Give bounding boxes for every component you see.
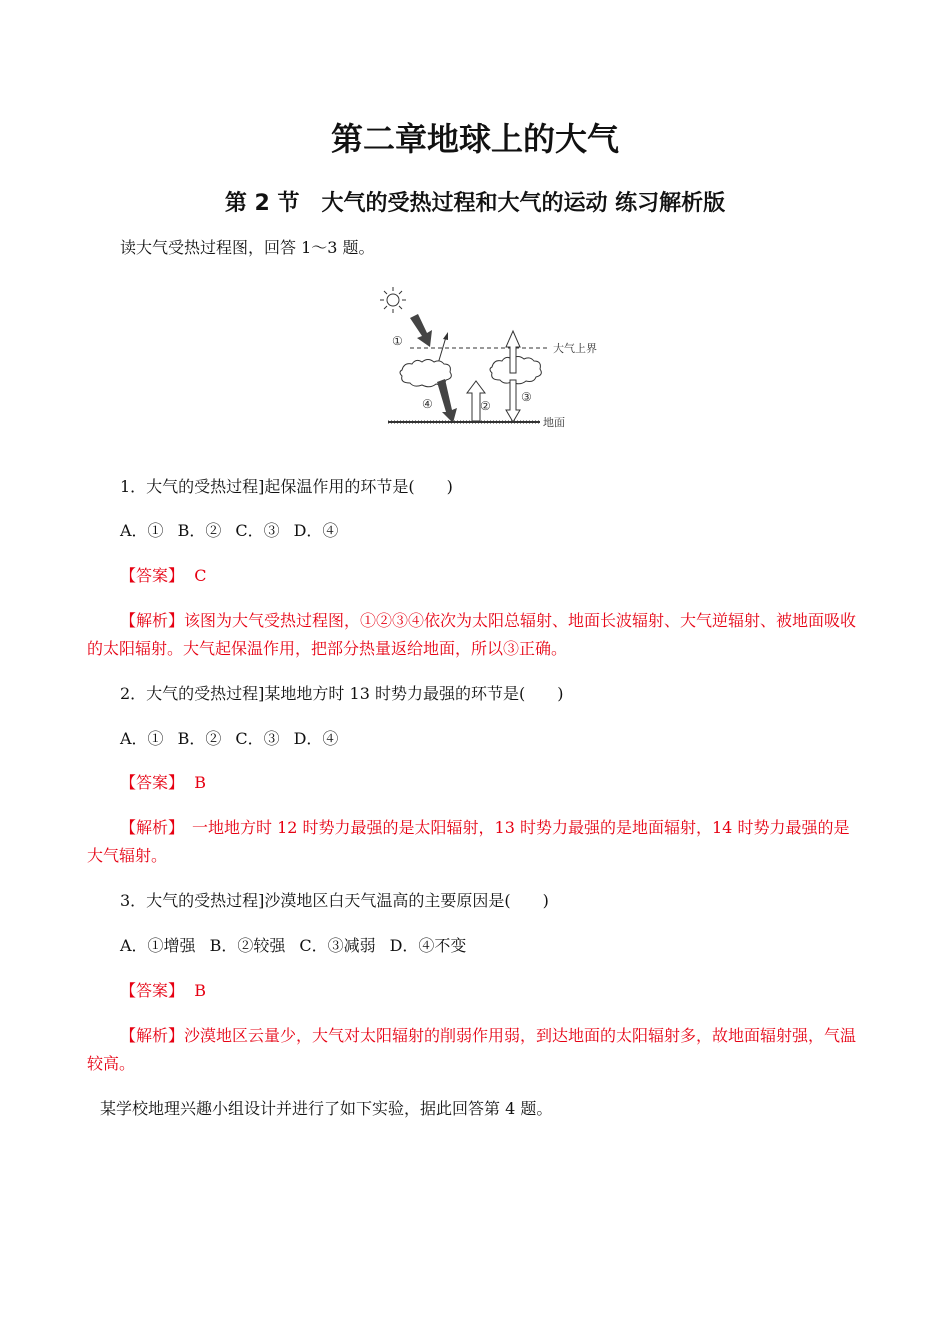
question-2-answer <box>120 769 206 797</box>
marker-1: ① <box>392 334 403 348</box>
analysis-tag: 【解析】 <box>120 611 185 630</box>
sun-icon <box>380 287 406 313</box>
marker-3: ③ <box>521 390 532 404</box>
question-3-answer <box>120 977 206 1005</box>
answer-tag: 【答案】 <box>120 981 185 1000</box>
question-2-stem: 2．大气的受热过程]某地地方时 13 时势力最强的环节是( ) <box>120 684 564 703</box>
atmosphere-heating-diagram <box>380 285 610 435</box>
option-a: A．① <box>120 729 164 748</box>
question-3-stem: 3．大气的受热过程]沙漠地区白天气温高的主要原因是( ) <box>120 891 549 910</box>
option-c: C．③ <box>235 521 280 540</box>
analysis-text: 一地地方时 12 时势力最强的是太阳辐射，13 时势力最强的是地面辐射，14 时势力最强的是大气辐射。 <box>87 818 850 865</box>
analysis-tag: 【解析】 <box>120 1026 185 1045</box>
solar-radiation-arrow <box>410 314 432 347</box>
option-a: A．① <box>120 521 164 540</box>
analysis-tag: 【解析】 <box>120 818 177 837</box>
marker-2: ② <box>480 399 491 413</box>
question-3-analysis <box>87 1022 865 1078</box>
intro-text: 读大气受热过程图，回答 1～3 题。 <box>120 238 375 257</box>
option-d: D．④ <box>293 729 339 748</box>
counter-radiation-arrow <box>506 380 520 422</box>
answer-value: B <box>194 981 206 1000</box>
question-2-options <box>120 725 352 753</box>
atmosphere-top-label: 大气上界 <box>553 342 597 355</box>
option-a: A．①增强 <box>120 936 196 955</box>
option-c: C．③ <box>235 729 280 748</box>
option-b: B．②较强 <box>209 936 286 955</box>
answer-tag: 【答案】 <box>120 566 185 585</box>
question-3-options <box>120 932 480 960</box>
analysis-text: 沙漠地区云量少，大气对太阳辐射的削弱作用弱，到达地面的太阳辐射多，故地面辐射强，气温较高。 <box>87 1026 857 1073</box>
question-1-options <box>120 517 352 545</box>
ground-label: 地面 <box>543 416 565 429</box>
question-1-answer <box>120 562 206 590</box>
absorbed-radiation-arrow <box>437 379 457 423</box>
question-1-stem: 1．大气的受热过程]起保温作用的环节是( ) <box>120 477 453 496</box>
chapter-title: 第二章地球上的大气 <box>330 120 619 158</box>
analysis-text: 该图为大气受热过程图，①②③④依次为太阳总辐射、地面长波辐射、大气逆辐射、被地面吸收的太阳辐射。大气起保温作用，把部分热量返给地面，所以③正确。 <box>87 611 857 658</box>
option-b: B．② <box>177 521 222 540</box>
section-title: 第 2 节 大气的受热过程和大气的运动 练习解析版 <box>224 191 726 216</box>
option-b: B．② <box>177 729 222 748</box>
answer-tag: 【答案】 <box>120 773 185 792</box>
answer-value: B <box>194 773 206 792</box>
option-d: D．④不变 <box>389 936 467 955</box>
marker-4: ④ <box>422 397 433 411</box>
outro-text: 某学校地理兴趣小组设计并进行了如下实验，据此回答第 4 题。 <box>100 1099 553 1118</box>
answer-value: C <box>194 566 207 585</box>
option-d: D．④ <box>293 521 339 540</box>
question-1-analysis <box>87 607 865 663</box>
question-2-analysis <box>87 814 865 870</box>
option-c: C．③减弱 <box>299 936 376 955</box>
